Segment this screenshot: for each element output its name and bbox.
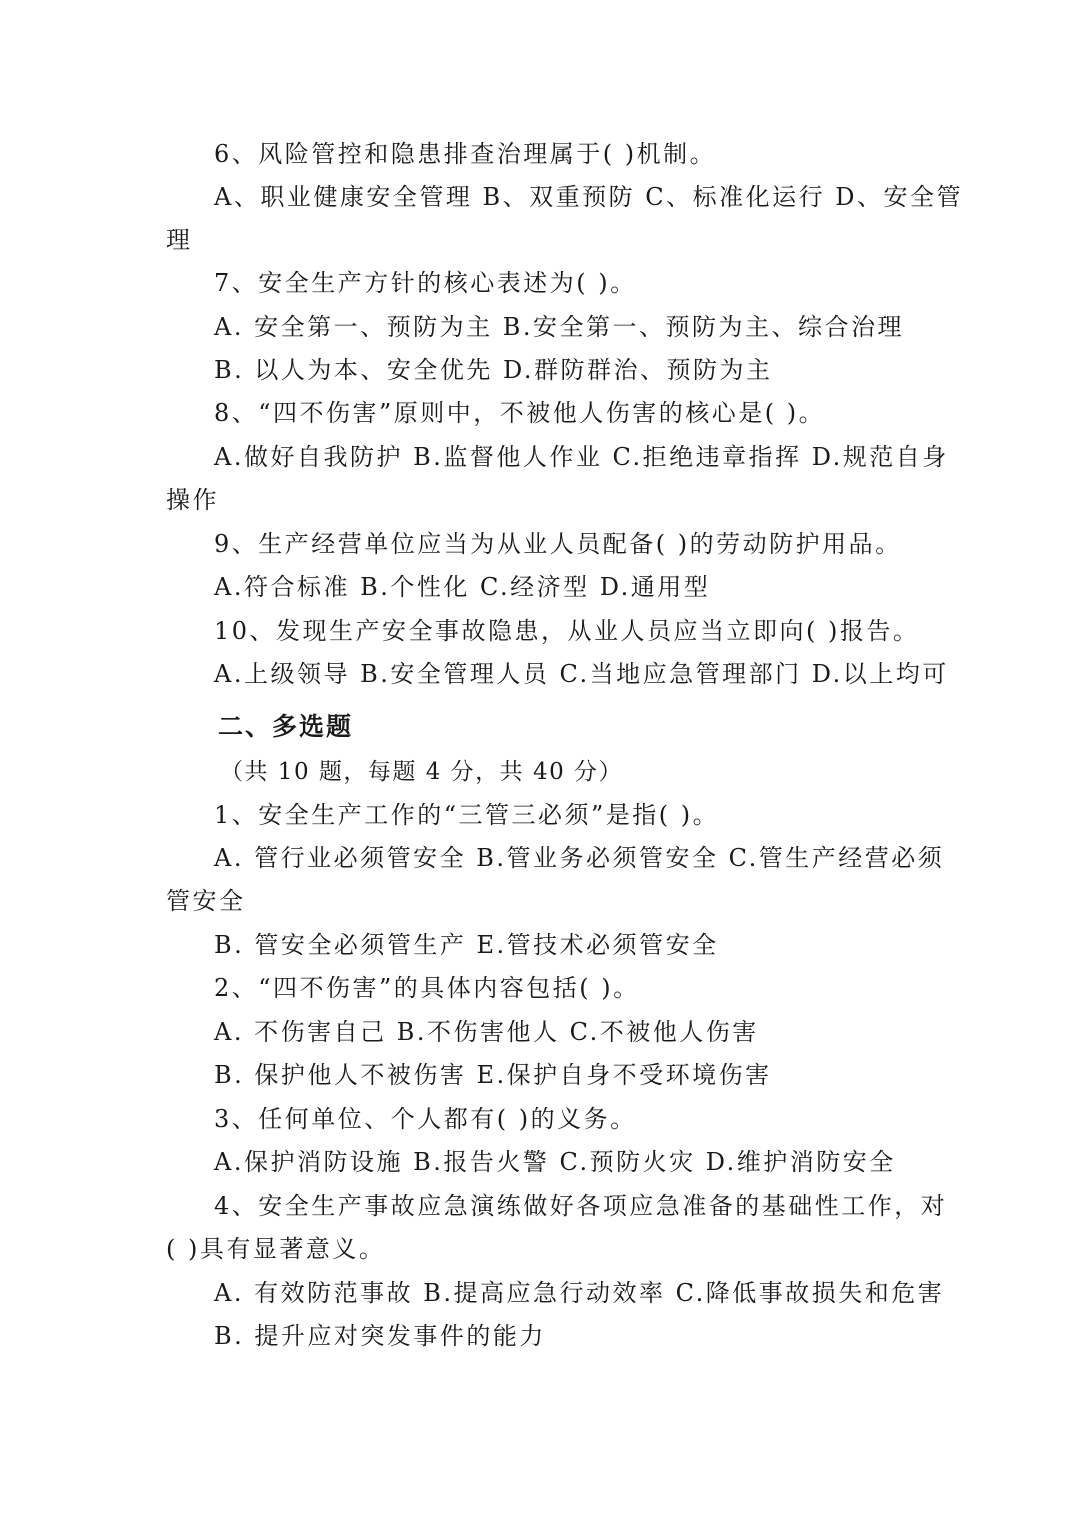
- mc-question-4-options-1: A. 有效防范事故 B.提高应急行动效率 C.降低事故损失和危害: [214, 1279, 945, 1307]
- question-8-options: A.做好自我防护 B.监督他人作业 C.拒绝违章指挥 D.规范自身: [214, 443, 949, 471]
- mc-question-2: 2、“四不伤害”的具体内容包括( )。: [214, 974, 640, 1002]
- question-8: 8、“四不伤害”原则中，不被他人伤害的核心是( )。: [214, 399, 826, 427]
- mc-question-3: 3、任何单位、个人都有( )的义务。: [214, 1105, 637, 1133]
- question-6: 6、风险管控和隐患排查治理属于( )机制。: [214, 140, 717, 168]
- question-7-options-2: B. 以人为本、安全优先 D.群防群治、预防为主: [214, 356, 773, 384]
- question-9-options: A.符合标准 B.个性化 C.经济型 D.通用型: [214, 573, 711, 601]
- question-10: 10、发现生产安全事故隐患，从业人员应当立即向( )报告。: [214, 617, 920, 645]
- mc-question-4-wrap: ( )具有显著意义。: [166, 1235, 386, 1263]
- mc-question-1-options-2: B. 管安全必须管生产 E.管技术必须管安全: [214, 931, 719, 959]
- question-6-options-wrap: 理: [166, 226, 193, 254]
- mc-question-1-options-wrap: 管安全: [166, 887, 246, 915]
- mc-question-2-options-2: B. 保护他人不被伤害 E.保护自身不受环境伤害: [214, 1061, 772, 1089]
- section-2-note: （共 10 题，每题 4 分，共 40 分）: [220, 759, 624, 785]
- question-7-options-1: A. 安全第一、预防为主 B.安全第一、预防为主、综合治理: [214, 313, 904, 341]
- mc-question-2-options-1: A. 不伤害自己 B.不伤害他人 C.不被他人伤害: [214, 1018, 759, 1046]
- question-8-options-wrap: 操作: [166, 486, 219, 514]
- mc-question-4: 4、安全生产事故应急演练做好各项应急准备的基础性工作，对: [214, 1192, 948, 1220]
- question-6-options: A、职业健康安全管理 B、双重预防 C、标准化运行 D、安全管: [214, 183, 963, 211]
- mc-question-1: 1、安全生产工作的“三管三必须”是指( )。: [214, 801, 720, 829]
- question-10-options: A.上级领导 B.安全管理人员 C.当地应急管理部门 D.以上均可: [214, 660, 949, 688]
- section-2-title: 二、多选题: [218, 712, 354, 741]
- mc-question-3-options: A.保护消防设施 B.报告火警 C.预防火灾 D.维护消防安全: [214, 1148, 896, 1176]
- mc-question-4-options-2: B. 提升应对突发事件的能力: [214, 1322, 546, 1350]
- question-7: 7、安全生产方针的核心表述为( )。: [214, 269, 637, 297]
- question-9: 9、生产经营单位应当为从业人员配备( )的劳动防护用品。: [214, 530, 902, 558]
- mc-question-1-options-1: A. 管行业必须管安全 B.管业务必须管安全 C.管生产经营必须: [214, 844, 945, 872]
